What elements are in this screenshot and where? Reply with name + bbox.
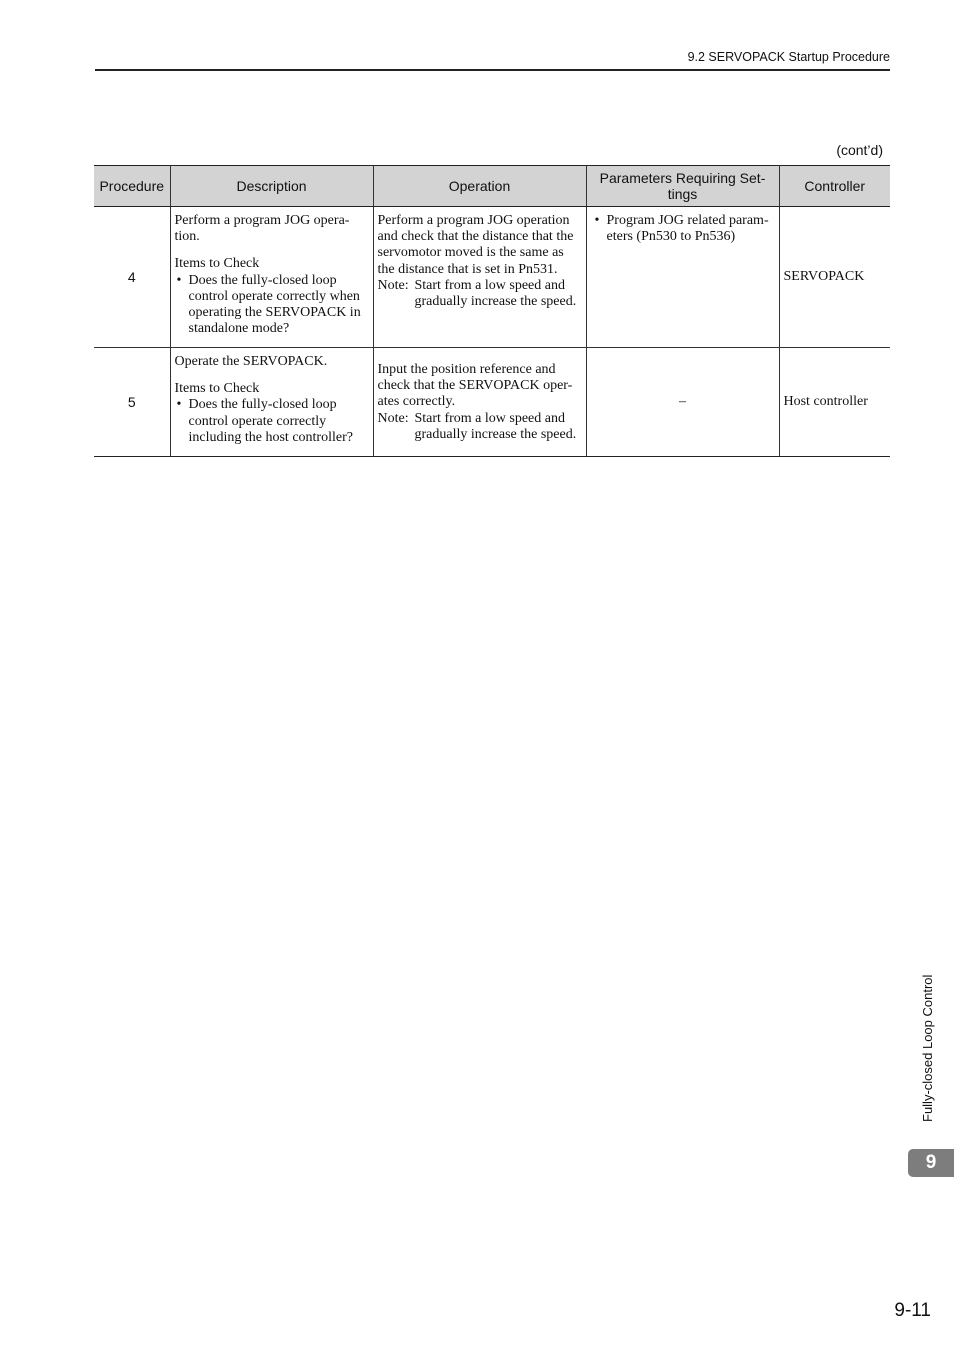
column-header-procedure: Procedure: [94, 166, 170, 207]
operation-cell: [373, 207, 586, 348]
table-row: [94, 207, 890, 348]
parameters-cell: [586, 207, 779, 348]
description-lead: Operate the SERVOPACK.: [174, 354, 328, 369]
description-lead: Perform a program JOG opera- tion.: [174, 213, 350, 245]
header-rule: [95, 69, 890, 71]
chapter-side-label: Fully-closed Loop Control: [920, 974, 935, 1122]
running-header: 9.2 SERVOPACK Startup Procedure: [687, 50, 890, 64]
startup-procedure-table: [94, 165, 890, 457]
column-header-operation: Operation: [373, 166, 586, 207]
controller-cell: Host controller: [779, 348, 890, 457]
check-item: • Does the fully-closed loop control operate correctly including the host controller?: [176, 397, 353, 445]
column-header-controller: Controller: [779, 166, 890, 207]
column-header-description: Description: [170, 166, 373, 207]
operation-text: Input the position reference and check that the SERVOPACK oper- ates correctly.: [377, 361, 573, 410]
chapter-tab: 9: [908, 1149, 954, 1177]
procedure-number: 4: [94, 207, 170, 348]
operation-cell: [373, 348, 586, 457]
parameter-item: • Program JOG related param- eters (Pn530 to Pn536): [594, 213, 769, 245]
table-header-row: [94, 166, 890, 207]
continued-label: (cont’d): [836, 142, 883, 158]
description-cell: [170, 207, 373, 348]
description-cell: [170, 348, 373, 457]
check-item: • Does the fully-closed loop control operate correctly when operating the SERVOPACK in standalone mode?: [176, 272, 361, 337]
page-number: 9-11: [894, 1300, 931, 1321]
operation-note: Note: Start from a low speed and gradually increase the speed.: [377, 410, 577, 442]
operation-note: Note: Start from a low speed and gradually increase the speed.: [377, 277, 577, 310]
controller-cell: SERVOPACK: [779, 207, 890, 348]
items-title: Items to Check: [174, 256, 260, 272]
items-title: Items to Check: [174, 381, 260, 397]
parameters-cell: –: [586, 348, 779, 457]
operation-text: Perform a program JOG operation and check that the distance that the servomotor moved is the same as the distance that is set in Pn531.: [377, 213, 574, 277]
procedure-number: 5: [94, 348, 170, 457]
table-row: [94, 348, 890, 457]
column-header-parameters: Parameters Requiring Set- tings: [586, 166, 779, 207]
